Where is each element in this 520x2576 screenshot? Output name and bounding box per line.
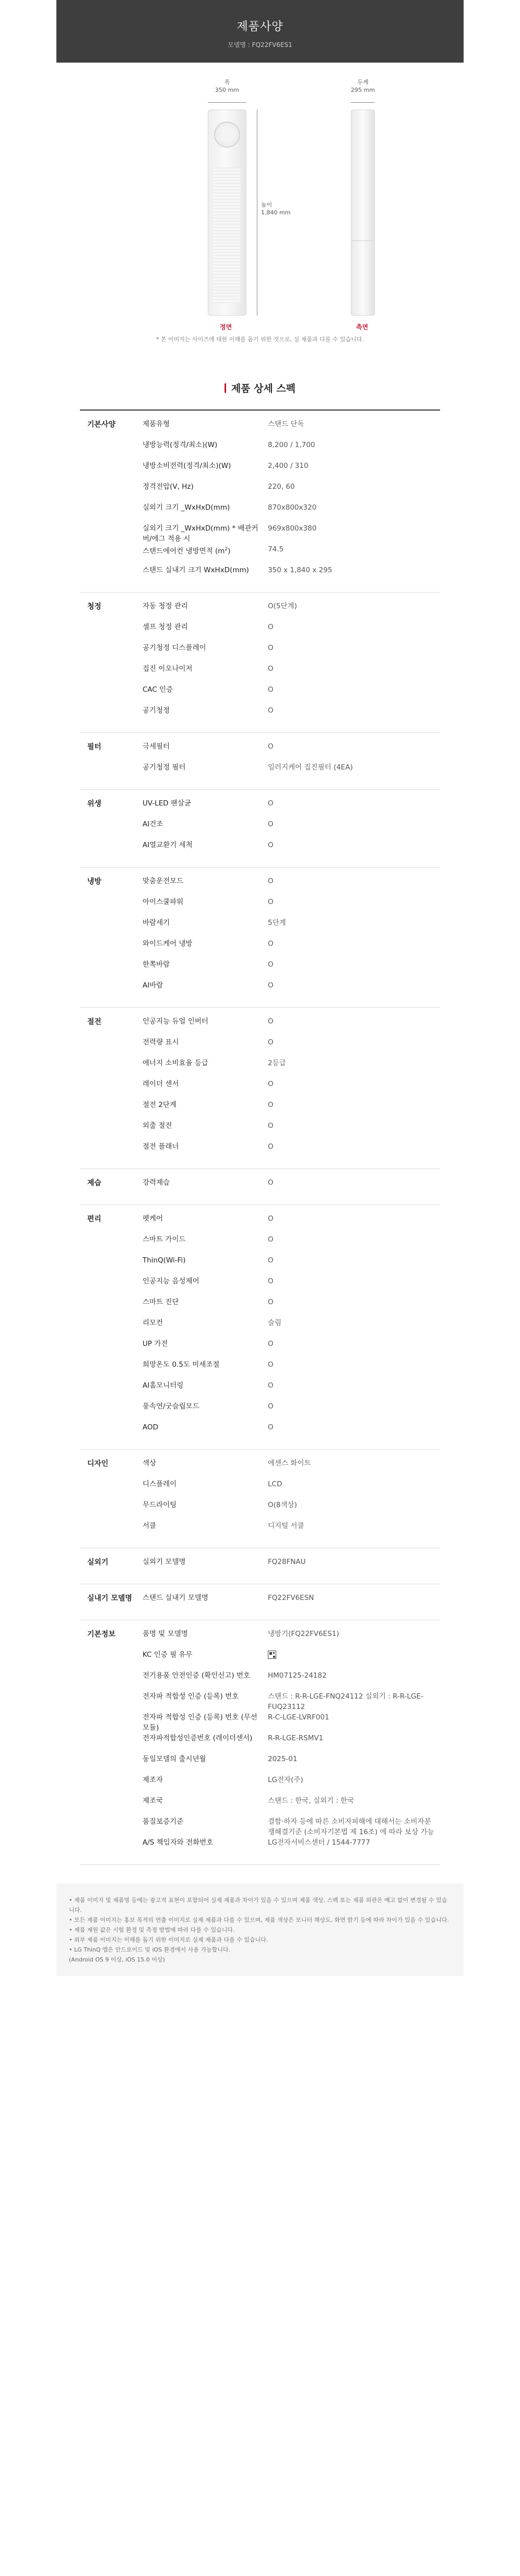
spec-group-name: 위생 — [87, 800, 102, 808]
spec-row — [143, 1775, 440, 1796]
spec-row — [143, 819, 440, 840]
spec-key: ThinQ(Wi-Fi) — [143, 1256, 186, 1265]
page-title: 제품사양 — [237, 20, 283, 33]
spec-value: O — [268, 960, 274, 969]
spec-value: O — [268, 841, 274, 849]
spec-key: 강력제습 — [143, 1178, 170, 1187]
spec-row — [143, 980, 440, 1001]
spec-group-name: 냉방 — [87, 877, 102, 886]
spec-value: 969x800x380 — [268, 524, 317, 533]
spec-value: 2025-01 — [268, 1755, 298, 1763]
spec-key: 외출 절전 — [143, 1122, 172, 1130]
spec-title: 제품 상세 스펙 — [231, 383, 296, 394]
spec-row — [143, 1479, 440, 1500]
spec-rows — [143, 1629, 440, 1858]
spec-key: 에너지 소비효율 등급 — [143, 1059, 208, 1067]
spec-key: 제조국 — [143, 1797, 163, 1805]
spec-value: LG전자(주) — [268, 1776, 303, 1784]
spec-value: 350 x 1,840 x 295 — [268, 566, 333, 574]
footnote-line: • 제품 제원 값은 시험 환경 및 측정 방법에 따라 다를 수 있습니다. — [69, 1927, 235, 1933]
spec-group — [80, 1205, 440, 1450]
spec-table — [80, 410, 440, 1865]
spec-value: 8,200 / 1,700 — [268, 441, 315, 449]
width-value: 350 mm — [215, 87, 239, 93]
spec-group — [80, 411, 440, 593]
spec-row — [143, 1141, 440, 1162]
spec-key: AOD — [143, 1423, 159, 1431]
spec-row — [143, 684, 440, 705]
spec-row — [143, 1058, 440, 1079]
spec-group-name: 절전 — [87, 1018, 102, 1026]
spec-key: 전자파 적합성 인증 (등록) 번호 (무선모듈) — [143, 1713, 257, 1732]
spec-value: O — [268, 1214, 274, 1223]
spec-value: FQ22FV6ESN — [268, 1594, 314, 1602]
depth-value: 295 mm — [351, 87, 375, 93]
spec-row — [143, 1650, 440, 1670]
spec-value: O — [268, 1256, 274, 1265]
spec-row — [143, 544, 440, 565]
spec-value: 스탠드 : 한국, 실외기 : 한국 — [268, 1797, 354, 1805]
spec-row — [143, 1234, 440, 1255]
spec-row — [143, 741, 440, 762]
spec-row — [143, 643, 440, 664]
footnote-line: • 외부 제품 이미지는 이해를 돕기 위한 이미지로 실제 제품과 다를 수 있습니다. — [69, 1936, 268, 1943]
spec-rows — [143, 1458, 440, 1542]
spec-key: 아이스쿨파워 — [143, 898, 184, 906]
spec-row — [143, 419, 440, 440]
spec-group — [80, 1450, 440, 1548]
height-value: 1,840 mm — [261, 209, 291, 216]
spec-value: O(8색상) — [268, 1501, 297, 1509]
spec-row — [143, 1401, 440, 1422]
spec-value: 2등급 — [268, 1059, 286, 1067]
spec-row — [143, 1380, 440, 1401]
spec-value: 220, 60 — [268, 483, 295, 491]
spec-row — [143, 1521, 440, 1542]
spec-key: 공기청정 필터 — [143, 763, 186, 772]
spec-key: A/S 책임자와 전화번호 — [143, 1838, 214, 1847]
spec-key: 공기청정 디스플레이 — [143, 644, 206, 652]
spec-rows — [143, 1177, 440, 1198]
spec-row — [143, 1276, 440, 1297]
spec-row — [143, 502, 440, 523]
spec-value: 870x800x320 — [268, 503, 317, 512]
spec-value: O — [268, 820, 274, 828]
spec-group-name: 필터 — [87, 743, 102, 751]
spec-value: R-R-LGE-RSMV1 — [268, 1734, 324, 1742]
spec-value: O — [268, 1361, 274, 1369]
spec-value: O — [268, 1381, 274, 1390]
spec-value: O — [268, 1142, 274, 1151]
spec-value: O — [268, 799, 274, 808]
spec-group — [80, 1620, 440, 1865]
spec-row — [143, 1458, 440, 1479]
spec-row — [143, 1816, 440, 1837]
spec-value: O — [268, 742, 274, 751]
spec-row — [143, 1037, 440, 1058]
spec-value: O — [268, 940, 274, 948]
spec-key: 스마트 가이드 — [143, 1235, 186, 1244]
kc-mark-icon — [268, 1651, 276, 1659]
spec-rows — [143, 741, 440, 783]
spec-value: O — [268, 1235, 274, 1244]
spec-rows — [143, 798, 440, 861]
spec-key: 동일모델의 출시년월 — [143, 1755, 206, 1763]
spec-row — [143, 840, 440, 861]
model-name: 모델명 : FQ22FV6ES1 — [228, 41, 292, 49]
spec-row — [143, 1016, 440, 1037]
spec-key: 전력량 표시 — [143, 1038, 179, 1046]
spec-key: 색상 — [143, 1459, 157, 1467]
spec-group — [80, 1548, 440, 1584]
spec-row — [143, 523, 440, 544]
spec-key: 인공지능 듀얼 인버터 — [143, 1017, 208, 1026]
spec-row — [143, 1629, 440, 1650]
spec-value: 에센스 화이트 — [268, 1459, 311, 1467]
spec-group — [80, 1008, 440, 1169]
spec-row — [143, 705, 440, 726]
spec-value: 디지털 서클 — [268, 1522, 304, 1530]
spec-key: 스탠드 실내기 모델명 — [143, 1594, 208, 1602]
spec-key: 제품유형 — [143, 420, 170, 428]
spec-value: LCD — [268, 1480, 282, 1488]
spec-row — [143, 601, 440, 622]
spec-value: O — [268, 1080, 274, 1088]
width-label: 폭 — [224, 79, 230, 86]
spec-value: O — [268, 1038, 274, 1046]
spec-key: 집진 이오나이저 — [143, 665, 193, 673]
spec-row — [143, 1079, 440, 1100]
spec-row — [143, 897, 440, 918]
spec-value: 결함·하자 등에 따른 소비자피해에 대해서는 소비자분쟁해결기준 (소비자기본법 제 16조) 에 따라 보상 가능 — [268, 1817, 434, 1836]
spec-value: O — [268, 644, 274, 652]
width-dimension — [207, 78, 247, 94]
spec-group-name: 실외기 — [87, 1558, 109, 1567]
spec-group-name: 실내기 모델명 — [87, 1594, 133, 1603]
spec-value: O — [268, 981, 274, 990]
spec-key: 절전 플래너 — [143, 1142, 179, 1151]
spec-key: 레이더 센서 — [143, 1080, 179, 1088]
spec-value: O — [268, 1277, 274, 1285]
spec-row — [143, 876, 440, 897]
spec-value: 일러지케어 집진필터 (4EA) — [268, 763, 353, 772]
spec-value: 슬림 — [268, 1319, 282, 1327]
spec-value: O — [268, 1101, 274, 1109]
spec-key: 품질보증기준 — [143, 1817, 184, 1826]
spec-key: 공기청정 — [143, 706, 170, 715]
spec-key: 맞춤운전모드 — [143, 877, 184, 885]
spec-row — [143, 1359, 440, 1380]
spec-value: O — [268, 1298, 274, 1306]
spec-row — [143, 622, 440, 643]
height-dimension — [261, 201, 290, 216]
spec-key: CAC 인증 — [143, 685, 173, 694]
spec-key: 디스플레이 — [143, 1480, 177, 1488]
spec-row — [143, 1100, 440, 1121]
side-label: 측면 — [356, 323, 369, 331]
footnotes — [56, 1884, 464, 1976]
page-header — [56, 0, 464, 63]
spec-key: 스탠드에어컨 냉방면적 $(m^2)$ — [143, 547, 231, 556]
spec-key: 바람세기 — [143, 919, 170, 927]
spec-rows — [143, 419, 440, 586]
spec-row — [143, 482, 440, 502]
spec-row — [143, 1557, 440, 1578]
spec-value: 스탠드 단독 — [268, 420, 304, 428]
spec-rows — [143, 1593, 440, 1614]
spec-row — [143, 1733, 440, 1754]
spec-key: 와이드케어 냉방 — [143, 940, 193, 948]
spec-value: FQ28FNAU — [268, 1558, 306, 1566]
spec-row — [143, 1796, 440, 1816]
spec-value: 스탠드 : R-R-LGE-FNQ24112 실외기 : R-R-LGE-FUQ23112 — [268, 1692, 423, 1711]
spec-value: LG전자서비스센터 / 1544-7777 — [268, 1838, 370, 1847]
height-label: 높이 — [261, 201, 273, 208]
spec-value: O — [268, 685, 274, 694]
spec-group — [80, 790, 440, 868]
spec-key: KC 인증 필 유무 — [143, 1651, 193, 1659]
side-view-image — [351, 110, 375, 316]
spec-value: 2,400 / 310 — [268, 462, 309, 470]
spec-rows — [143, 1213, 440, 1443]
side-seam — [351, 240, 374, 241]
spec-group-name: 청정 — [87, 603, 102, 611]
spec-key: UP 가전 — [143, 1340, 168, 1348]
spec-row — [143, 1339, 440, 1359]
spec-key: 실외기 모델명 — [143, 1558, 186, 1566]
image-note: * 본 이미지는 사이즈에 대한 이해를 돕기 위한 것으로, 실 제품과 다를 수 있습니다. — [156, 336, 364, 343]
spec-row — [143, 1177, 440, 1198]
spec-value: O — [268, 623, 274, 631]
depth-guide-line — [351, 102, 375, 103]
spec-key: 리모컨 — [143, 1319, 163, 1327]
spec-rows — [143, 1016, 440, 1162]
spec-key: 스마트 진단 — [143, 1298, 179, 1306]
spec-row — [143, 938, 440, 959]
spec-row — [143, 1691, 440, 1712]
spec-row — [143, 1213, 440, 1234]
width-guide-line — [208, 102, 246, 103]
spec-key: 전기용품 안전인증 (확인신고) 번호 — [143, 1671, 250, 1680]
spec-row — [143, 461, 440, 482]
spec-group-name: 기본사양 — [87, 420, 116, 429]
spec-key: 냉방소비전력(정격/최소)(W) — [143, 462, 231, 470]
spec-row — [143, 1500, 440, 1521]
spec-group — [80, 1169, 440, 1205]
spec-group — [80, 1584, 440, 1620]
spec-key: AI건조 — [143, 820, 163, 828]
front-label: 정면 — [220, 323, 232, 331]
spec-group — [80, 868, 440, 1008]
spec-group-name: 기본정보 — [87, 1630, 116, 1639]
spec-key: 한쪽바람 — [143, 960, 170, 969]
spec-row — [143, 1754, 440, 1775]
spec-row — [143, 1255, 440, 1276]
spec-group-name: 제습 — [87, 1179, 102, 1187]
heading-accent-bar — [224, 383, 226, 393]
spec-key: 전자파 적합성 인증 (등록) 번호 — [143, 1692, 239, 1701]
spec-group-name: 디자인 — [87, 1460, 109, 1468]
spec-value: O — [268, 1178, 274, 1187]
spec-row — [143, 1121, 440, 1141]
spec-heading — [0, 381, 520, 395]
spec-key: 극세필터 — [143, 742, 170, 751]
spec-value — [268, 1650, 440, 1670]
spec-key: AI바람 — [143, 981, 163, 990]
spec-key: 펫케어 — [143, 1214, 163, 1223]
spec-value: O — [268, 1122, 274, 1130]
spec-rows — [143, 876, 440, 1001]
spec-key: 무드라이팅 — [143, 1501, 177, 1509]
spec-key: 자동 청정 관리 — [143, 602, 188, 610]
fan-shape — [214, 122, 240, 148]
spec-key: 제조자 — [143, 1776, 163, 1784]
spec-row — [143, 565, 440, 586]
spec-row — [143, 1593, 440, 1614]
spec-key: 풍속연/굿슬립모드 — [143, 1402, 199, 1411]
spec-key: 전자파적합성인증번호 (레이더센서) — [143, 1734, 253, 1742]
spec-value: O — [268, 898, 274, 906]
spec-value: O — [268, 1402, 274, 1411]
spec-key: 셀프 청정 관리 — [143, 623, 188, 631]
spec-value: O(5단계) — [268, 602, 297, 610]
spec-key: AI홈모니터링 — [143, 1381, 184, 1390]
spec-row — [143, 1837, 440, 1858]
spec-key: 품명 및 모델명 — [143, 1630, 188, 1638]
spec-key: 절전 2단계 — [143, 1101, 177, 1109]
spec-row — [143, 1318, 440, 1339]
spec-key: 정격전압(V, Hz) — [143, 483, 194, 491]
footnote-line: (Android OS 9 이상, iOS 15.0 이상) — [69, 1956, 165, 1963]
product-views — [56, 63, 464, 360]
spec-group-name: 편리 — [87, 1215, 102, 1223]
spec-value: R-C-LGE-LVRF001 — [268, 1713, 329, 1722]
spec-row — [143, 1670, 440, 1691]
depth-dimension — [345, 78, 381, 94]
spec-value: 5단계 — [268, 919, 286, 927]
spec-row — [143, 959, 440, 980]
spec-key: 실외기 크기 _WxHxD(mm) — [143, 503, 230, 512]
spec-rows — [143, 1557, 440, 1578]
spec-key: 실외기 크기 _WxHxD(mm) * 배관커버/에그 적용 시 — [143, 524, 258, 543]
depth-label: 두께 — [357, 79, 369, 86]
spec-value: O — [268, 1017, 274, 1026]
spec-value: O — [268, 1423, 274, 1431]
spec-row — [143, 798, 440, 819]
spec-value: O — [268, 1340, 274, 1348]
spec-value: O — [268, 877, 274, 885]
spec-row — [143, 918, 440, 938]
grille-shape — [214, 167, 241, 303]
spec-value: O — [268, 706, 274, 715]
spec-row — [143, 1422, 440, 1443]
spec-row — [143, 1297, 440, 1318]
spec-key: UV-LED 팬살균 — [143, 799, 192, 808]
footnote-line: • 모든 제품 이미지는 홍보 목적의 연출 이미지로 실제 제품과 다를 수 있으며, 제품 색상은 모니터 해상도, 화면 밝기 등에 따라 차이가 있을 수 있습니다. — [69, 1917, 449, 1923]
spec-key: 희망온도 0.5도 미세조절 — [143, 1361, 220, 1369]
spec-rows — [143, 601, 440, 726]
spec-key: 서클 — [143, 1522, 157, 1530]
footnote-line: • LG ThinQ 앱은 안드로이드 및 iOS 환경에서 사용 가능합니다. — [69, 1946, 231, 1953]
footnote-line: • 제품 이미지 및 제품명 등에는 광고적 표현이 포함되어 실제 제품과 차이가 있을 수 있으며 제품 색상, 스펙 또는 제품 외관은 예고 없이 변경될 수 있습니다. — [69, 1897, 447, 1913]
spec-key: 냉방능력(정격/최소)(W) — [143, 441, 218, 449]
spec-value: O — [268, 665, 274, 673]
spec-row — [143, 1712, 440, 1733]
spec-key: 스탠드 실내기 크기 WxHxD(mm) — [143, 566, 249, 574]
spec-group — [80, 733, 440, 790]
spec-value: 냉방기(FQ22FV6ES1) — [268, 1630, 339, 1638]
spec-group — [80, 593, 440, 733]
spec-row — [143, 440, 440, 461]
spec-value: 74.5 — [268, 545, 284, 553]
spec-key: AI열교환기 세척 — [143, 841, 193, 849]
spec-key: 인공지능 음성제어 — [143, 1277, 199, 1285]
spec-row — [143, 762, 440, 783]
spec-value: HM07125-24182 — [268, 1671, 327, 1680]
front-view-image — [208, 110, 246, 316]
spec-row — [143, 664, 440, 684]
